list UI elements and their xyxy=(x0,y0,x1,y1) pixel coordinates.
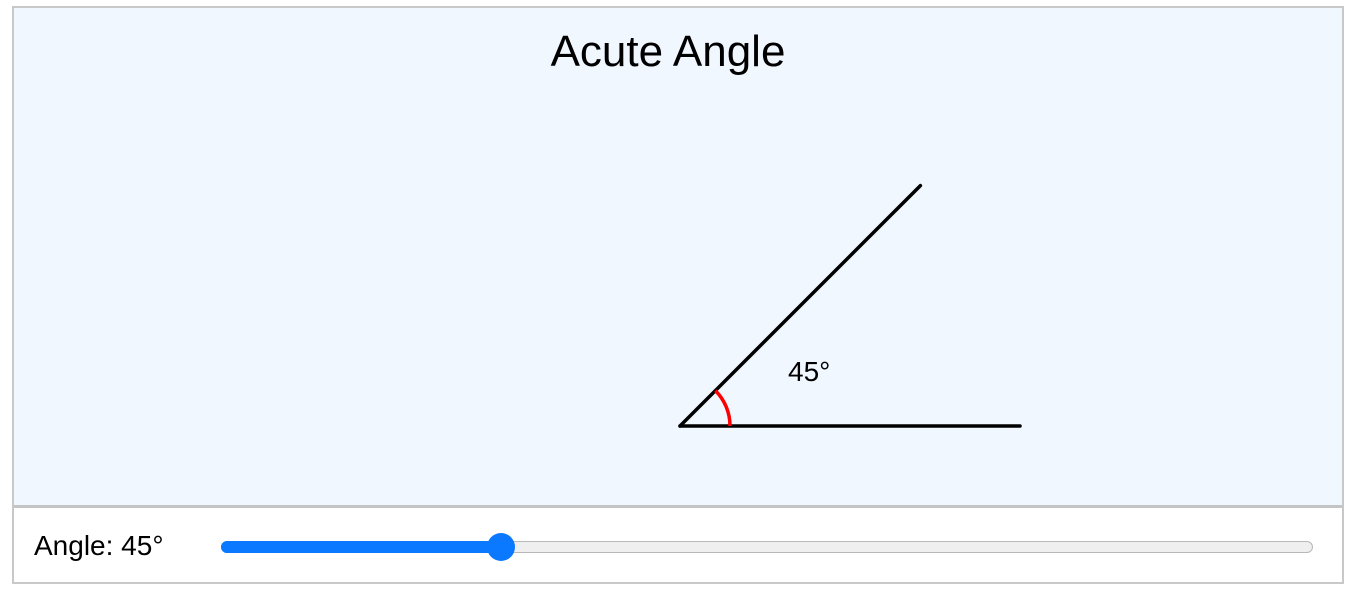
angle-value-label: 45° xyxy=(788,356,831,387)
rotating-ray xyxy=(680,186,920,426)
control-bar xyxy=(14,508,1342,582)
angle-readout: Angle: 45° xyxy=(34,530,164,561)
angle-app xyxy=(12,6,1344,584)
angle-canvas xyxy=(14,8,1342,508)
slider-thumb[interactable] xyxy=(487,533,515,561)
diagram-title: Acute Angle xyxy=(550,27,786,76)
angle-diagram xyxy=(14,8,1342,505)
angle-slider[interactable] xyxy=(221,536,1313,558)
slider-fill xyxy=(221,541,501,553)
angle-arc xyxy=(715,391,730,426)
